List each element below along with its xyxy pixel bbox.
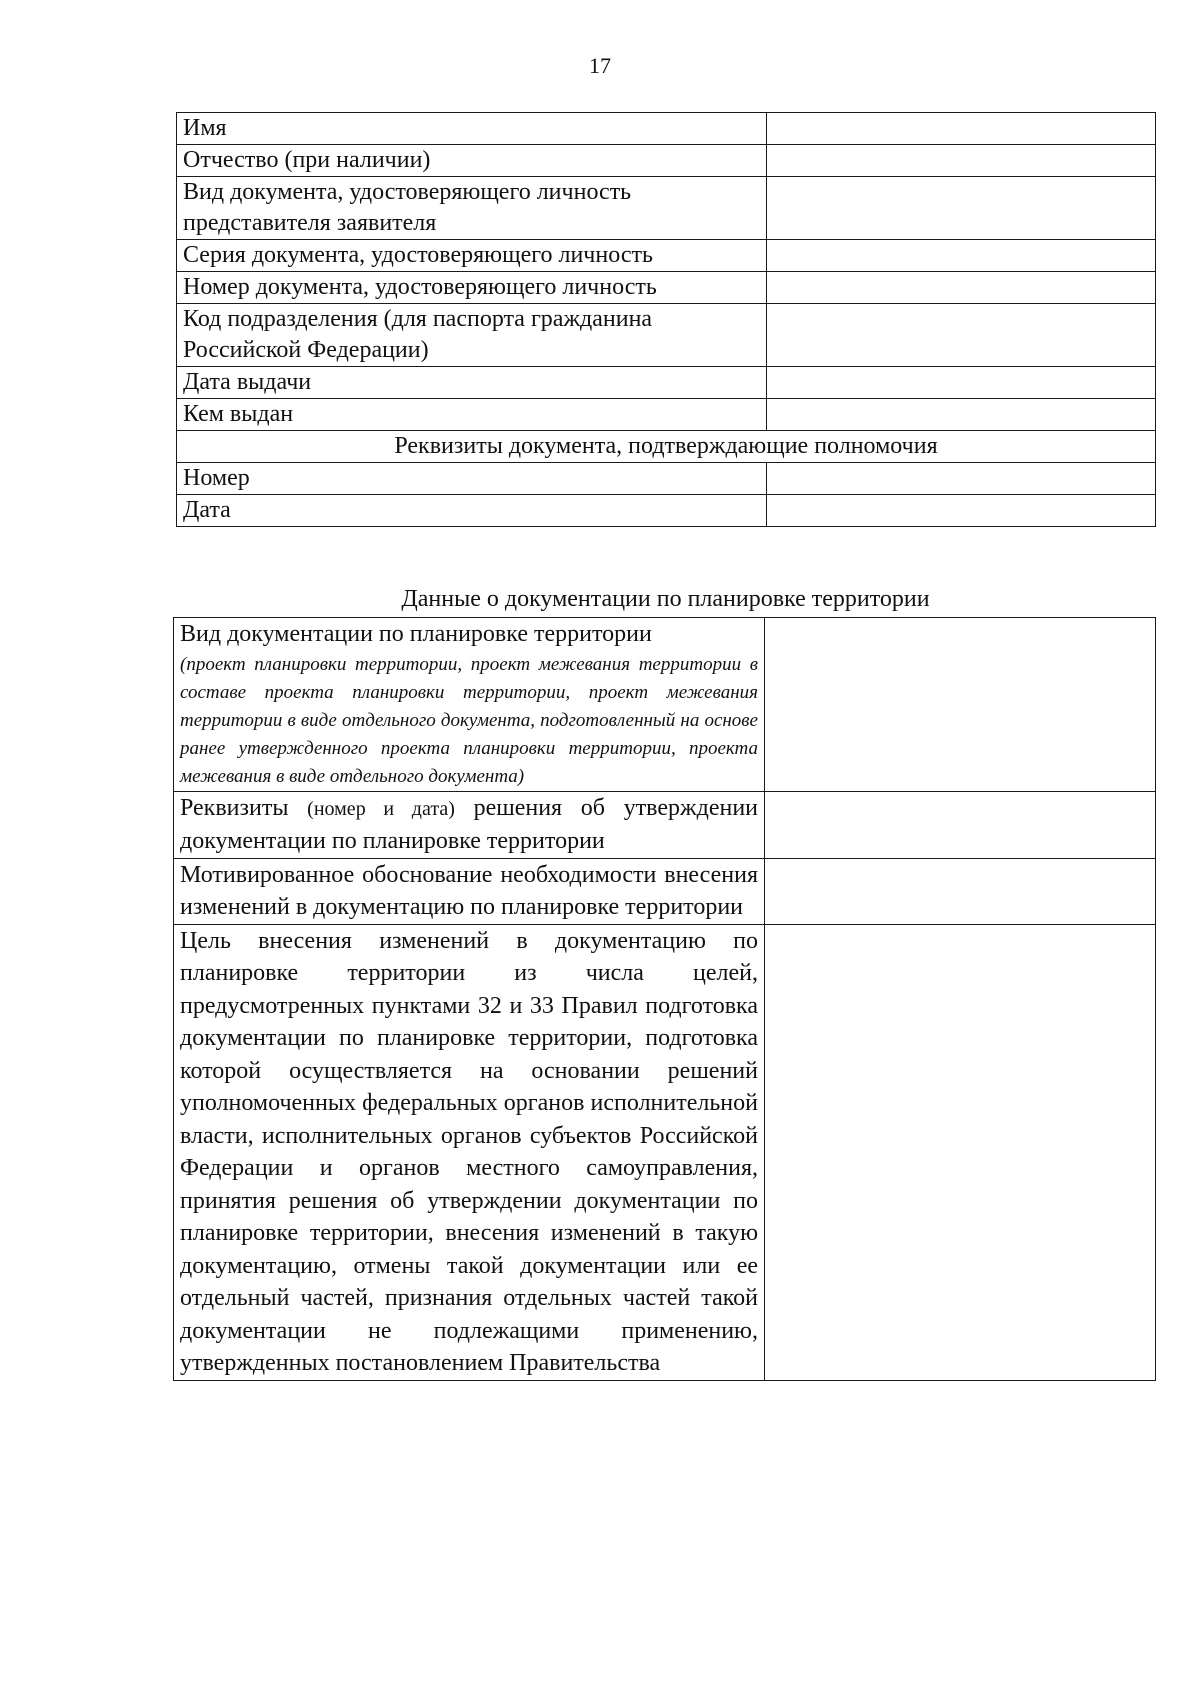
field-label: Дата выдачи [177,367,767,399]
field-value[interactable] [767,399,1156,431]
field-value[interactable] [767,304,1156,367]
field-value[interactable] [767,177,1156,240]
representative-table [176,112,1156,527]
field-value[interactable] [767,367,1156,399]
field-value[interactable] [767,495,1156,527]
field-value[interactable] [765,924,1156,1380]
field-label: Серия документа, удостоверяющего личность [177,240,767,272]
table-row [177,177,1156,240]
table-row [177,272,1156,304]
field-label: Отчество (при наличии) [177,145,767,177]
table-row [174,924,1156,1380]
field-label-start: Реквизиты [180,794,289,821]
field-label: Имя [177,113,767,145]
field-label: Код подразделения (для паспорта гражданина Российской Федерации) [177,304,767,367]
table-row [177,495,1156,527]
field-value[interactable] [767,240,1156,272]
table-row [177,240,1156,272]
field-value[interactable] [767,463,1156,495]
field-label: Вид документа, удостоверяющего личность представителя заявителя [177,177,767,240]
field-value[interactable] [767,272,1156,304]
field-label-text: Вид документации по планировке территории [180,621,652,647]
table-row [177,113,1156,145]
field-value[interactable] [765,858,1156,924]
table-row [174,858,1156,924]
table-row [177,367,1156,399]
table-row [177,399,1156,431]
field-label: Цель внесения изменений в документацию по планировке территории из числа целей, предусмотренных пунктами 32 и 33 Правил подготовка документации по планировке территории, подготовка которой осуществляется на основании решений уполномоченных федеральных органов исполнительной власти, исполнительных органов субъектов Российской Федерации и органов местного самоуправления, принятия решения об утверждении документации по планировке территории, внесения изменений в такую документацию, отмены такой документации или ее отдельный частей, признания отдельных частей такой документации не подлежащими применению, утвержденных постановлением Правительства [174,924,765,1380]
field-label: Номер [177,463,767,495]
table-row [174,791,1156,858]
field-value[interactable] [765,791,1156,858]
authority-heading: Реквизиты документа, подтверждающие полномочия [177,431,1156,463]
table-row [177,463,1156,495]
field-label-paren: (номер и дата) [307,797,455,820]
table-row [177,304,1156,367]
field-value[interactable] [767,145,1156,177]
planning-documentation-table [173,617,1156,1381]
field-label-end: решения об утверждении документации по планировке территории [180,794,758,854]
field-value[interactable] [767,113,1156,145]
section-title: Данные о документации по планировке территории [401,586,930,612]
field-label: Кем выдан [177,399,767,431]
table-row [177,145,1156,177]
page-number: 17 [589,53,611,78]
field-value[interactable] [765,618,1156,792]
field-label: Номер документа, удостоверяющего личность [177,272,767,304]
field-note: (проект планировки территории, проект межевания территории в составе проекта планировки территории, проект межевания территории в виде отдельного документа, подготовленный на основе ранее утвержденного проекта планировки территории, проекта межевания в виде отдельного документа) [180,653,758,787]
field-label: Мотивированное обоснование необходимости внесения изменений в документацию по планировке территории [174,858,765,924]
table-subheader-row [177,431,1156,463]
field-label: Дата [177,495,767,527]
table-row [174,618,1156,792]
field-label [174,791,765,858]
field-label [174,618,765,792]
